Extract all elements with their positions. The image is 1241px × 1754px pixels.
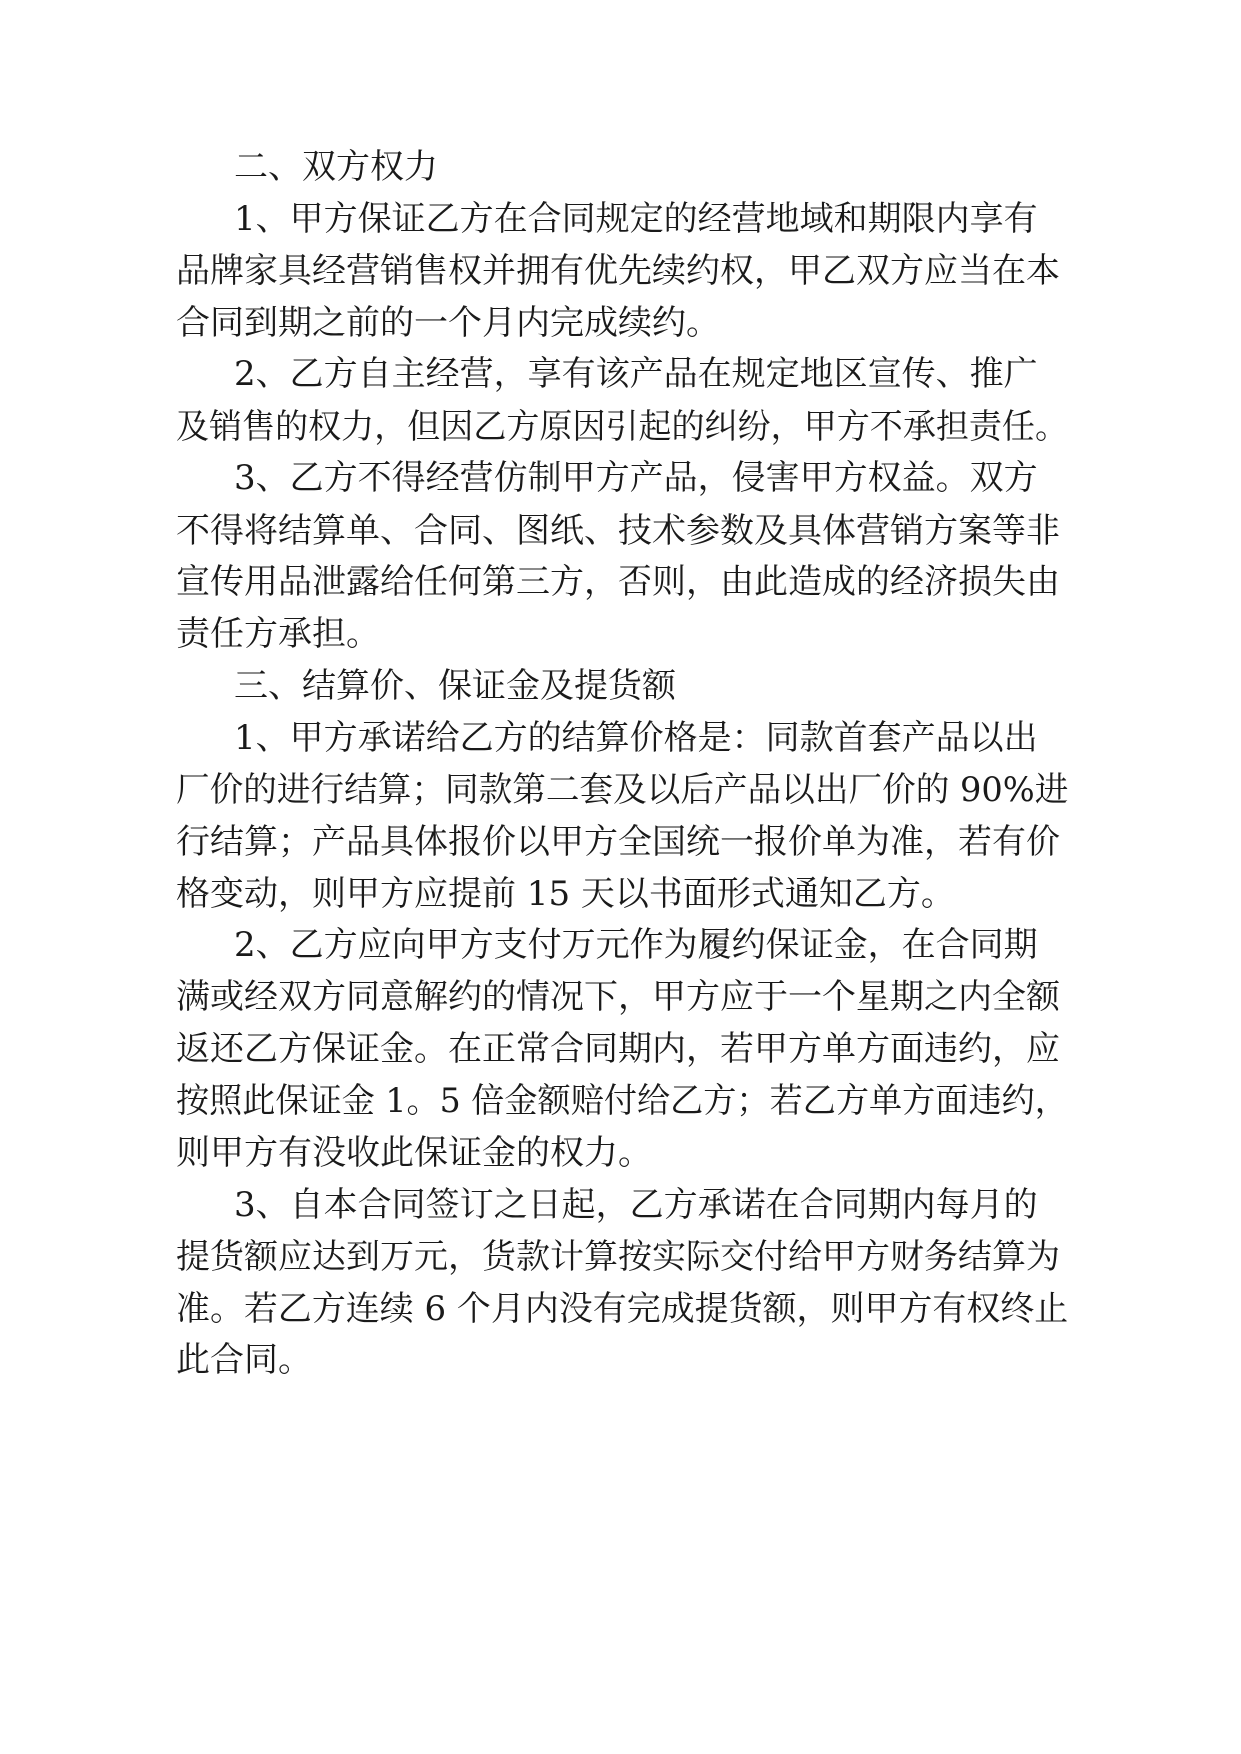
paragraph-line: 返还乙方保证金。在正常合同期内，若甲方单方面违约，应 [176, 1029, 1060, 1069]
paragraph-line: 格变动，则甲方应提前 15 天以书面形式通知乙方。 [176, 874, 955, 914]
paragraph-line: 不得将结算单、合同、图纸、技术参数及具体营销方案等非 [176, 511, 1060, 551]
paragraph-line: 2、乙方应向甲方支付万元作为履约保证金，在合同期 [234, 925, 1038, 965]
section-heading-rights: 二、双方权力 [234, 147, 438, 187]
paragraph-line: 准。若乙方连续 6 个月内没有完成提货额，则甲方有权终止 [176, 1289, 1069, 1329]
paragraph-line: 及销售的权力，但因乙方原因引起的纠纷，甲方不承担责任。 [176, 407, 1068, 447]
section-heading-settlement: 三、结算价、保证金及提货额 [234, 666, 676, 706]
paragraph-line: 品牌家具经营销售权并拥有优先续约权，甲乙双方应当在本 [176, 251, 1060, 291]
paragraph-line: 厂价的进行结算；同款第二套及以后产品以出厂价的 90%进 [176, 770, 1069, 810]
paragraph-line: 合同到期之前的一个月内完成续约。 [176, 303, 720, 343]
paragraph-line: 满或经双方同意解约的情况下，甲方应于一个星期之内全额 [176, 977, 1060, 1017]
paragraph-line: 1、甲方承诺给乙方的结算价格是：同款首套产品以出 [234, 718, 1038, 758]
paragraph-line: 宣传用品泄露给任何第三方，否则，由此造成的经济损失由 [176, 562, 1060, 602]
paragraph-line: 责任方承担。 [176, 614, 380, 654]
paragraph-line: 3、自本合同签订之日起，乙方承诺在合同期内每月的 [234, 1185, 1038, 1225]
paragraph-line: 2、乙方自主经营，享有该产品在规定地区宣传、推广 [234, 354, 1038, 394]
paragraph-line: 按照此保证金 1。5 倍金额赔付给乙方；若乙方单方面违约， [176, 1081, 1068, 1121]
paragraph-line: 提货额应达到万元，货款计算按实际交付给甲方财务结算为 [176, 1237, 1060, 1277]
paragraph-line: 1、甲方保证乙方在合同规定的经营地域和期限内享有 [234, 199, 1038, 239]
paragraph-line: 此合同。 [176, 1340, 312, 1380]
paragraph-line: 行结算；产品具体报价以甲方全国统一报价单为准，若有价 [176, 822, 1060, 862]
paragraph-line: 3、乙方不得经营仿制甲方产品，侵害甲方权益。双方 [234, 458, 1038, 498]
paragraph-line: 则甲方有没收此保证金的权力。 [176, 1133, 652, 1173]
